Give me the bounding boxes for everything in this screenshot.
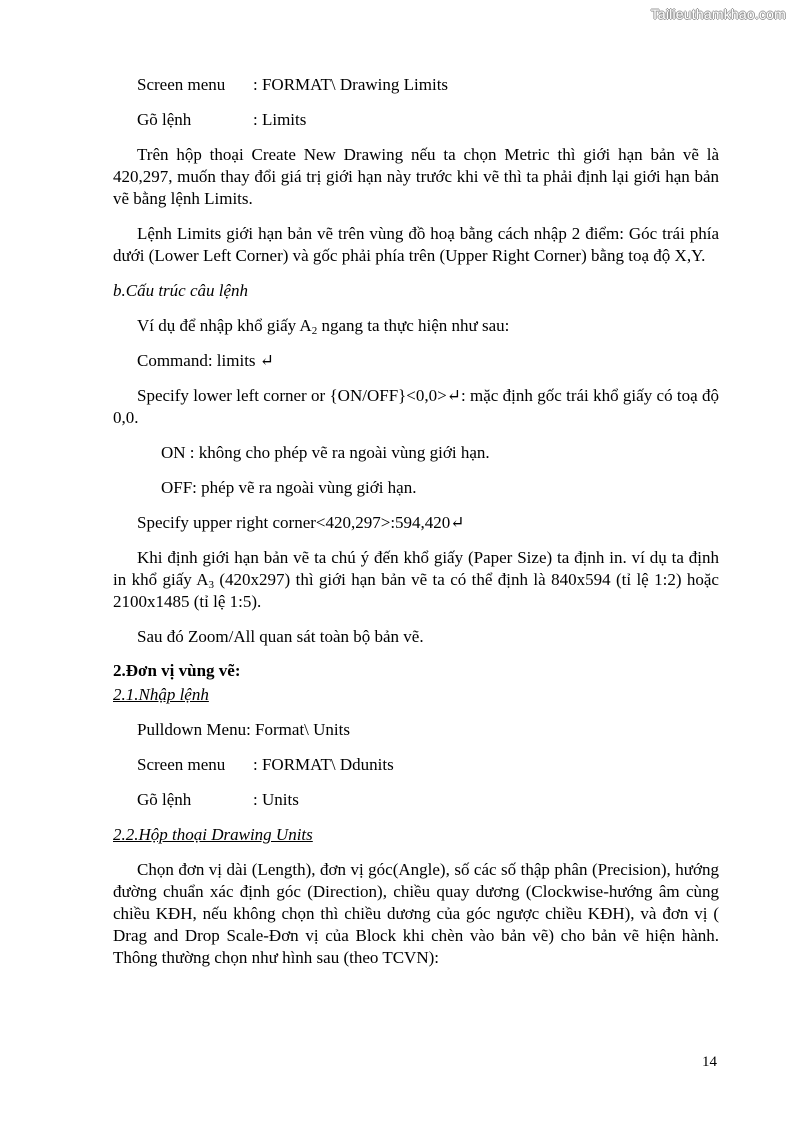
paragraph-drawing-units: Chọn đơn vị dài (Length), đơn vị góc(Angle), số các số thập phân (Precision), hướng đường chuẩn xác định góc (Direction), chiều quay dương (Clockwise-hướng âm cùng chiều KĐH, nếu không chọn thì chiều dương của góc ngược chiều KĐH), và đơn vị ( Drag and Drop Scale-Đơn vị của Block khi chèn vào bản vẽ) cho bản vẽ hiện hành. Thông thường chọn như hình sau (theo TCVN): [113, 860, 719, 967]
pulldown-menu-line: Pulldown Menu: Format\ Units [137, 720, 350, 739]
section-2-heading: 2.Đơn vị vùng vẽ: [113, 661, 241, 680]
paragraph-limits-command: Lệnh Limits giới hạn bản vẽ trên vùng đồ hoạ bằng cách nhập 2 điểm: Góc trái phía dưới (Lower Left Corner) và gốc phải phía trên (Upper Right Corner) bằng toạ độ X,Y. [113, 224, 719, 265]
example-subscript: 2 [311, 325, 318, 337]
paper-text-post: (420x297) thì giới hạn bản vẽ ta có thể định là 840x594 (tỉ lệ 1:2) hoặc 2100x1485 (tỉ lệ 1:5). [113, 570, 719, 611]
go-lenh-value: : Limits [253, 110, 307, 129]
specify-upper-right: Specify upper right corner<420,297>:594,420↵ [137, 513, 465, 532]
screen-menu-label: Screen menu [137, 75, 226, 94]
screen-menu-line-2 [113, 754, 719, 776]
section-b-heading: b.Cấu trúc câu lệnh [113, 281, 249, 300]
document-body [113, 74, 719, 982]
paragraph-paper-size [113, 547, 719, 613]
go-lenh-label-2: Gõ lệnh [137, 790, 192, 809]
go-lenh-line-2 [113, 789, 719, 811]
off-option: OFF: phép vẽ ra ngoài vùng giới hạn. [161, 478, 417, 497]
subsection-2-2-heading: 2.2.Hộp thoại Drawing Units [113, 825, 313, 844]
screen-menu-label-2: Screen menu [137, 755, 226, 774]
paragraph-zoom-all: Sau đó Zoom/All quan sát toàn bộ bản vẽ. [137, 627, 424, 646]
paragraph-create-new-drawing: Trên hộp thoại Create New Drawing nếu ta chọn Metric thì giới hạn bản vẽ là 420,297, muốn thay đổi giá trị giới hạn này trước khi vẽ thì ta phải định lại giới hạn bản vẽ bằng lệnh Limits. [113, 145, 719, 208]
screen-menu-value-2: : FORMAT\ Ddunits [253, 755, 394, 774]
screen-menu-value: : FORMAT\ Drawing Limits [253, 75, 449, 94]
specify-lower-left: Specify lower left corner or {ON/OFF}<0,0>↵: mặc định gốc trái khổ giấy có toạ độ 0,0. [113, 386, 719, 427]
subsection-2-1-heading: 2.1.Nhập lệnh [113, 685, 209, 704]
command-line: Command: limits ↵ [137, 351, 275, 370]
go-lenh-label: Gõ lệnh [137, 110, 192, 129]
on-option: ON : không cho phép vẽ ra ngoài vùng giới hạn. [161, 443, 490, 462]
paper-subscript: 3 [208, 579, 214, 591]
paper-text-pre: Khi định giới hạn bản vẽ ta chú ý đến khổ giấy (Paper Size) ta định in. ví dụ ta định in khổ giấy A [113, 548, 719, 589]
go-lenh-line [113, 109, 719, 131]
watermark: Tailieuthamkhao.com [650, 6, 786, 22]
example-text-post: ngang ta thực hiện như sau: [317, 316, 510, 335]
go-lenh-value-2: : Units [253, 790, 299, 809]
screen-menu-line [113, 74, 719, 96]
example-text-pre: Ví dụ để nhập khổ giấy A [137, 316, 312, 335]
page-number: 14 [702, 1054, 717, 1070]
paragraph-example-a2 [113, 315, 719, 337]
